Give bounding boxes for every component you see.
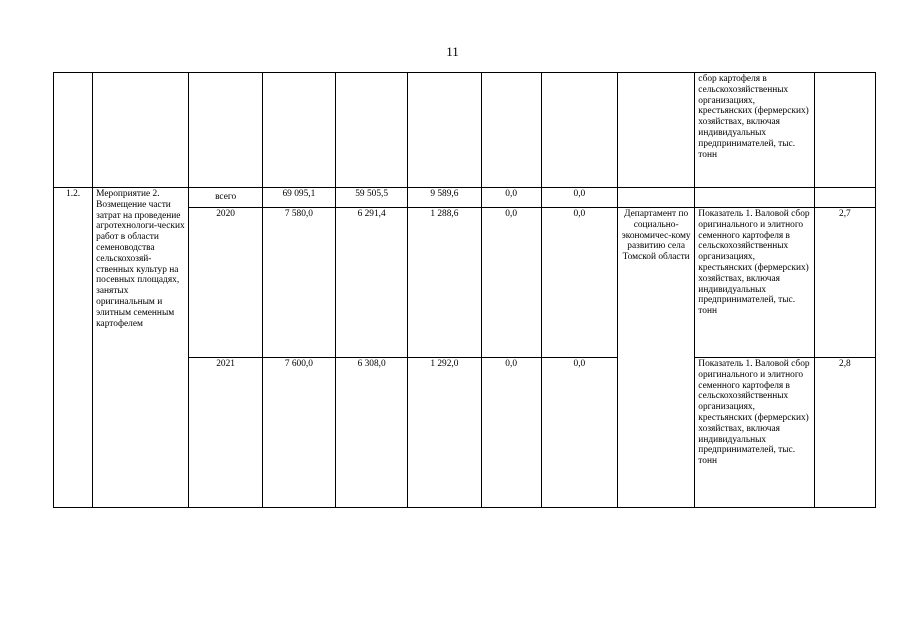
- cell-other-empty: [541, 73, 617, 188]
- department: Департамент по социально-экономичес-кому развитию села Томской области: [618, 208, 695, 508]
- other-2021: 0,0: [541, 358, 617, 508]
- sum-2020: 7 580,0: [262, 208, 335, 358]
- period-2020: 2020: [189, 208, 262, 358]
- item-number: 1.2.: [54, 188, 93, 508]
- period-2021: 2021: [189, 358, 262, 508]
- cell-sum-empty: [262, 73, 335, 188]
- federal-2020: 6 291,4: [336, 208, 408, 358]
- sum-total: 69 095,1: [262, 188, 335, 208]
- indicator-total-empty: [695, 188, 814, 208]
- cell-number-empty: [54, 73, 93, 188]
- cell-period-empty: [189, 73, 262, 188]
- cell-department-empty: [618, 73, 695, 188]
- page-number: 11: [446, 44, 459, 59]
- other-2020: 0,0: [541, 208, 617, 358]
- cell-local-empty: [481, 73, 541, 188]
- federal-2021: 6 308,0: [336, 358, 408, 508]
- cell-name-empty: [93, 73, 189, 188]
- cell-regional-empty: [408, 73, 481, 188]
- federal-total: 59 505,5: [336, 188, 408, 208]
- indicator-2020: Показатель 1. Валовой сбор оригинального и элитного семенного картофеля в сельскохозяйственных организациях, крестьянских (фермерских) хозяйствах, включая индивидуальных предпринимателей, тыс. тонн: [695, 208, 814, 358]
- sum-2021: 7 600,0: [262, 358, 335, 508]
- period-total: всего: [189, 188, 262, 208]
- regional-2021: 1 292,0: [408, 358, 481, 508]
- regional-total: 9 589,6: [408, 188, 481, 208]
- indicator-2021: Показатель 1. Валовой сбор оригинального и элитного семенного картофеля в сельскохозяйственных организациях, крестьянских (фермерских) хозяйствах, включая индивидуальных предпринимателей, тыс. тонн: [695, 358, 814, 508]
- other-total: 0,0: [541, 188, 617, 208]
- program-table: [53, 72, 876, 508]
- cell-indicator: сбор картофеля в сельскохозяйственных организациях, крестьянских (фермерских) хозяйствах, включая индивидуальных предпринимателей, тыс. тонн: [695, 73, 814, 188]
- continuation-row: [54, 73, 876, 188]
- value-total-empty: [814, 188, 875, 208]
- local-2020: 0,0: [481, 208, 541, 358]
- regional-2020: 1 288,6: [408, 208, 481, 358]
- local-total: 0,0: [481, 188, 541, 208]
- table-row-total: [54, 188, 876, 208]
- cell-federal-empty: [336, 73, 408, 188]
- value-2021: 2,8: [814, 358, 875, 508]
- cell-value-empty: [814, 73, 875, 188]
- local-2021: 0,0: [481, 358, 541, 508]
- item-name: Мероприятие 2. Возмещение части затрат на проведение агротехнологи-ческих работ в области семеноводства сельскохозяй-ственных культур на посевных площадях, занятых оригинальным и элитным семенным картофелем: [93, 188, 189, 508]
- department-total-empty: [618, 188, 695, 208]
- value-2020: 2,7: [814, 208, 875, 358]
